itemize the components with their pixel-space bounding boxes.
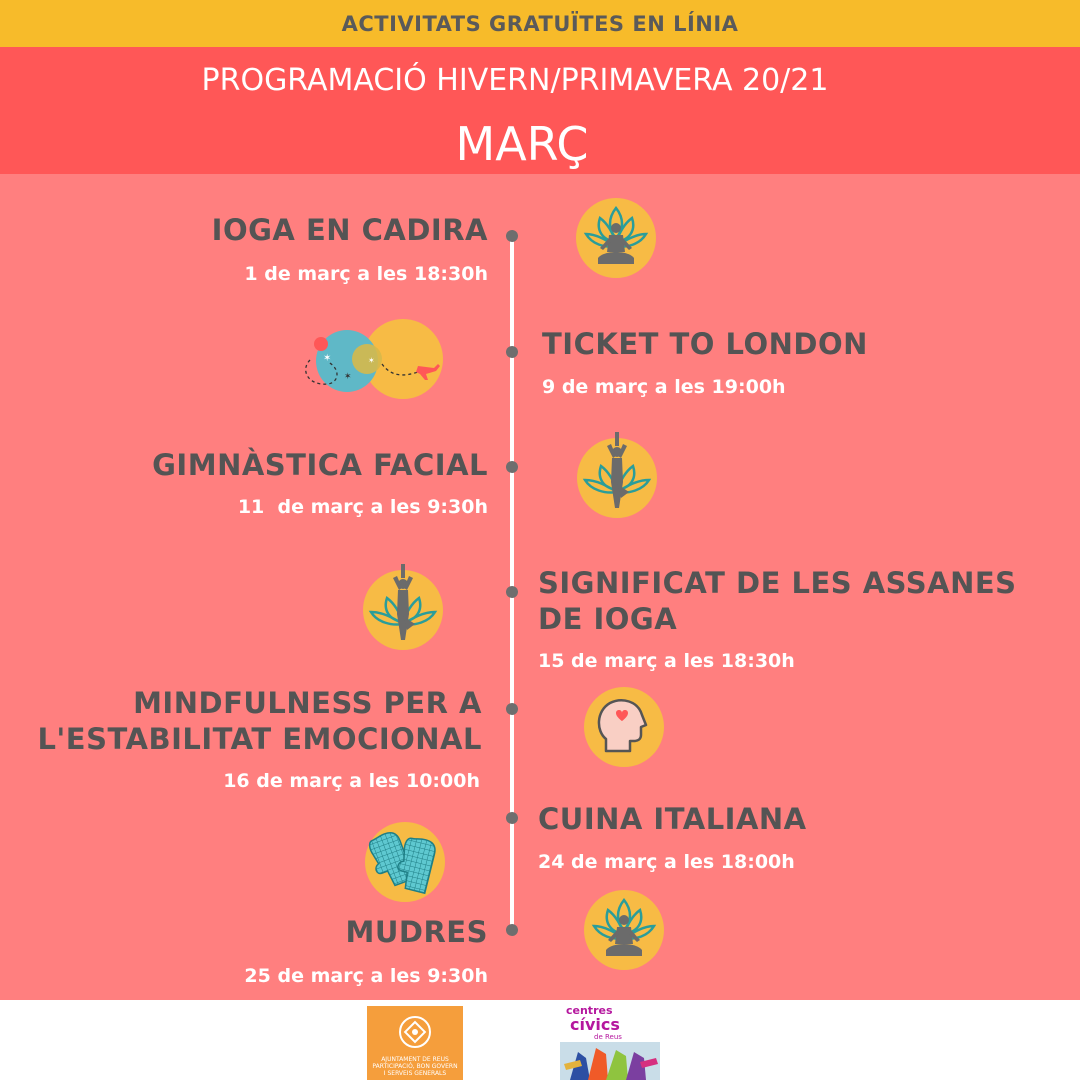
event-title: IOGA EN CADIRA	[211, 213, 488, 247]
top-banner	[0, 0, 1080, 47]
travel-plane-icon	[300, 318, 446, 400]
timeline-line	[510, 236, 514, 930]
timeline-dot	[506, 586, 518, 598]
logo2-text-line: de Reus	[594, 1033, 622, 1041]
event-title: MUDRES	[345, 915, 488, 949]
svg-text:✶: ✶	[323, 353, 332, 364]
program-subtitle: PROGRAMACIÓ HIVERN/PRIMAVERA 20/21	[201, 63, 829, 98]
event-title: CUINA ITALIANA	[538, 802, 807, 836]
logo1-caption-line: PARTICIPACIÓ, BON GOVERN	[372, 1063, 458, 1070]
event-title: GIMNÀSTICA FACIAL	[152, 448, 488, 482]
event-date: 24 de març a les 18:00h	[538, 851, 795, 873]
logo1-caption-line: AJUNTAMENT DE REUS	[381, 1056, 449, 1063]
event-title-line: L'ESTABILITAT EMOCIONAL	[37, 722, 482, 756]
yoga-meditation-icon	[584, 890, 664, 970]
timeline-dot	[506, 924, 518, 936]
month-title: MARÇ	[455, 117, 589, 171]
event-date: 15 de març a les 18:30h	[538, 650, 795, 672]
svg-text:✶: ✶	[368, 356, 375, 365]
yoga-tree-pose-icon	[577, 432, 657, 518]
logo1-caption-line: I SERVEIS GENERALS	[383, 1070, 447, 1077]
event-date: 11 de març a les 9:30h	[237, 496, 488, 518]
event-title-line: SIGNIFICAT DE LES ASSANES	[538, 566, 1017, 600]
yoga-meditation-icon	[576, 198, 656, 278]
event-title-line: MINDFULNESS PER A	[133, 686, 482, 720]
event-date: 1 de març a les 18:30h	[244, 263, 488, 285]
oven-mitts-icon	[365, 822, 447, 902]
timeline-dot	[506, 703, 518, 715]
event-title	[2, 685, 482, 757]
timeline-dot	[506, 346, 518, 358]
logo2-text-line: centres	[566, 1004, 613, 1017]
event-title: TICKET TO LONDON	[542, 327, 868, 361]
header	[0, 47, 1080, 174]
event-title	[538, 565, 1017, 637]
mind-heart-head-icon	[584, 687, 664, 767]
centres-civics-logo	[560, 1004, 660, 1080]
crest-icon	[367, 1006, 463, 1056]
timeline-dot	[506, 461, 518, 473]
event-date: 9 de març a les 19:00h	[542, 376, 786, 398]
event-date: 16 de març a les 10:00h	[223, 770, 480, 792]
footer	[0, 1000, 1080, 1080]
ajuntament-reus-logo	[367, 1006, 463, 1080]
event-title-line: DE IOGA	[538, 602, 678, 636]
logo2-text-line: cívics	[570, 1015, 620, 1034]
timeline-dot	[506, 812, 518, 824]
svg-text:✶: ✶	[344, 372, 352, 382]
top-banner-text: ACTIVITATS GRATUÏTES EN LÍNIA	[341, 11, 739, 36]
event-date: 25 de març a les 9:30h	[244, 965, 488, 987]
timeline-dot	[506, 230, 518, 242]
yoga-tree-pose-icon	[363, 564, 443, 650]
